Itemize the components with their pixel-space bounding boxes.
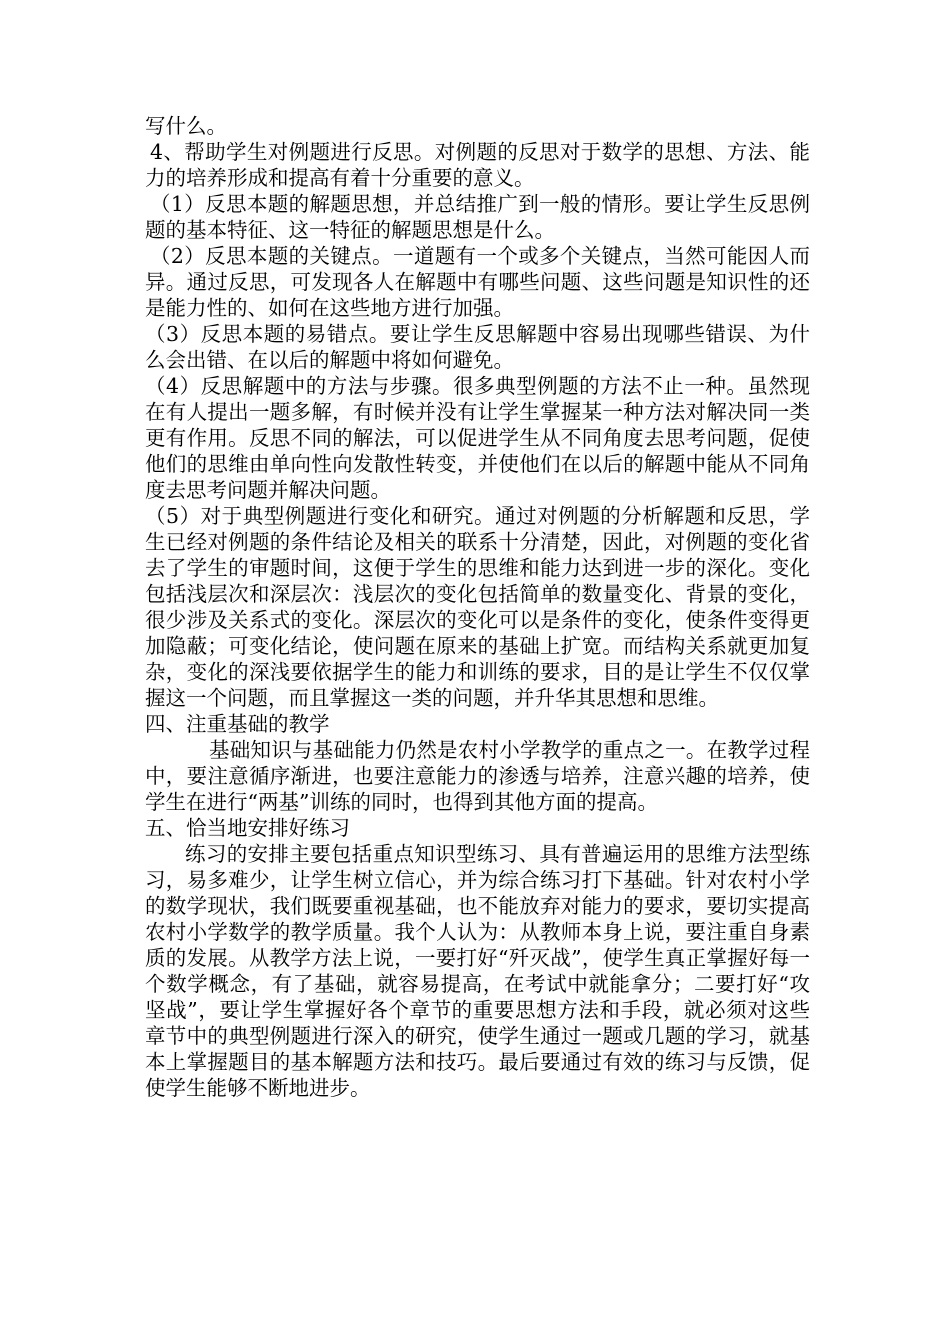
paragraph-reflection-4: （4）反思解题中的方法与步骤。很多典型例题的方法不止一种。虽然现在有人提出一题多解，有时候并没有让学生掌握某一种方法对解决同一类更有作用。反思不同的解法，可以促进学生从不同角度去思考问题，促使他们的思维由单向性向发散性转变，并使他们在以后的解题中能从不同角度去思考问题并解决问题。 xyxy=(145,374,810,502)
paragraph-practice: 练习的安排主要包括重点知识型练习、具有普遍运用的思维方法型练习，易多难少，让学生树立信心，并为综合练习打下基础。针对农村小学的数学现状，我们既要重视基础，也不能放弃对能力的要求，要切实提高农村小学数学的教学质量。我个人认为：从教师本身上说，要注重自身素质的发展。从教学方法上说，一要打好“歼灭战”，使学生真正掌握好每一个数学概念，有了基础，就容易提高，在考试中就能拿分；二要打好“攻坚战”，要让学生掌握好各个章节的重要思想方法和手段，就必须对这些章节中的典型例题进行深入的研究，使学生通过一题或几题的学习，就基本上掌握题目的基本解题方法和技巧。最后要通过有效的练习与反馈，促使学生能够不断地进步。 xyxy=(145,842,810,1100)
paragraph-point-4: 4、帮助学生对例题进行反思。对例题的反思对于数学的思想、方法、能力的培养形成和提高有着十分重要的意义。 xyxy=(145,140,810,190)
paragraph-reflection-2: （2）反思本题的关键点。一道题有一个或多个关键点，当然可能因人而异。通过反思，可发现各人在解题中有哪些问题、这些问题是知识性的还是能力性的、如何在这些地方进行加强。 xyxy=(145,244,810,320)
paragraph-reflection-3: （3）反思本题的易错点。要让学生反思解题中容易出现哪些错误、为什么会出错、在以后的解题中将如何避免。 xyxy=(145,322,810,372)
paragraph-basics: 基础知识与基础能力仍然是农村小学教学的重点之一。在教学过程中，要注意循序渐进，也要注意能力的渗透与培养，注意兴趣的培养，使学生在进行“两基”训练的同时，也得到其他方面的提高。 xyxy=(145,738,810,814)
paragraph-reflection-1: （1）反思本题的解题思想，并总结推广到一般的情形。要让学生反思例题的基本特征、这一特征的解题思想是什么。 xyxy=(145,192,810,242)
paragraph-reflection-5: （5）对于典型例题进行变化和研究。通过对例题的分析解题和反思，学生已经对例题的条件结论及相关的联系十分清楚，因此，对例题的变化省去了学生的审题时间，这便于学生的思维和能力达到进一步的深化。变化包括浅层次和深层次：浅层次的变化包括简单的数量变化、背景的变化，很少涉及关系式的变化。深层次的变化可以是条件的变化，使条件变得更加隐蔽；可变化结论，使问题在原来的基础上扩宽。而结构关系就更加复杂，变化的深浅要依据学生的能力和训练的要求，目的是让学生不仅仅掌握这一个问题，而且掌握这一类的问题，并升华其思想和思维。 xyxy=(145,504,810,710)
section-heading-5: 五、恰当地安排好练习 xyxy=(145,816,350,840)
document-page xyxy=(145,113,810,1101)
paragraph-continuation: 写什么。 xyxy=(145,114,227,138)
section-heading-4: 四、注重基础的教学 xyxy=(145,712,330,736)
